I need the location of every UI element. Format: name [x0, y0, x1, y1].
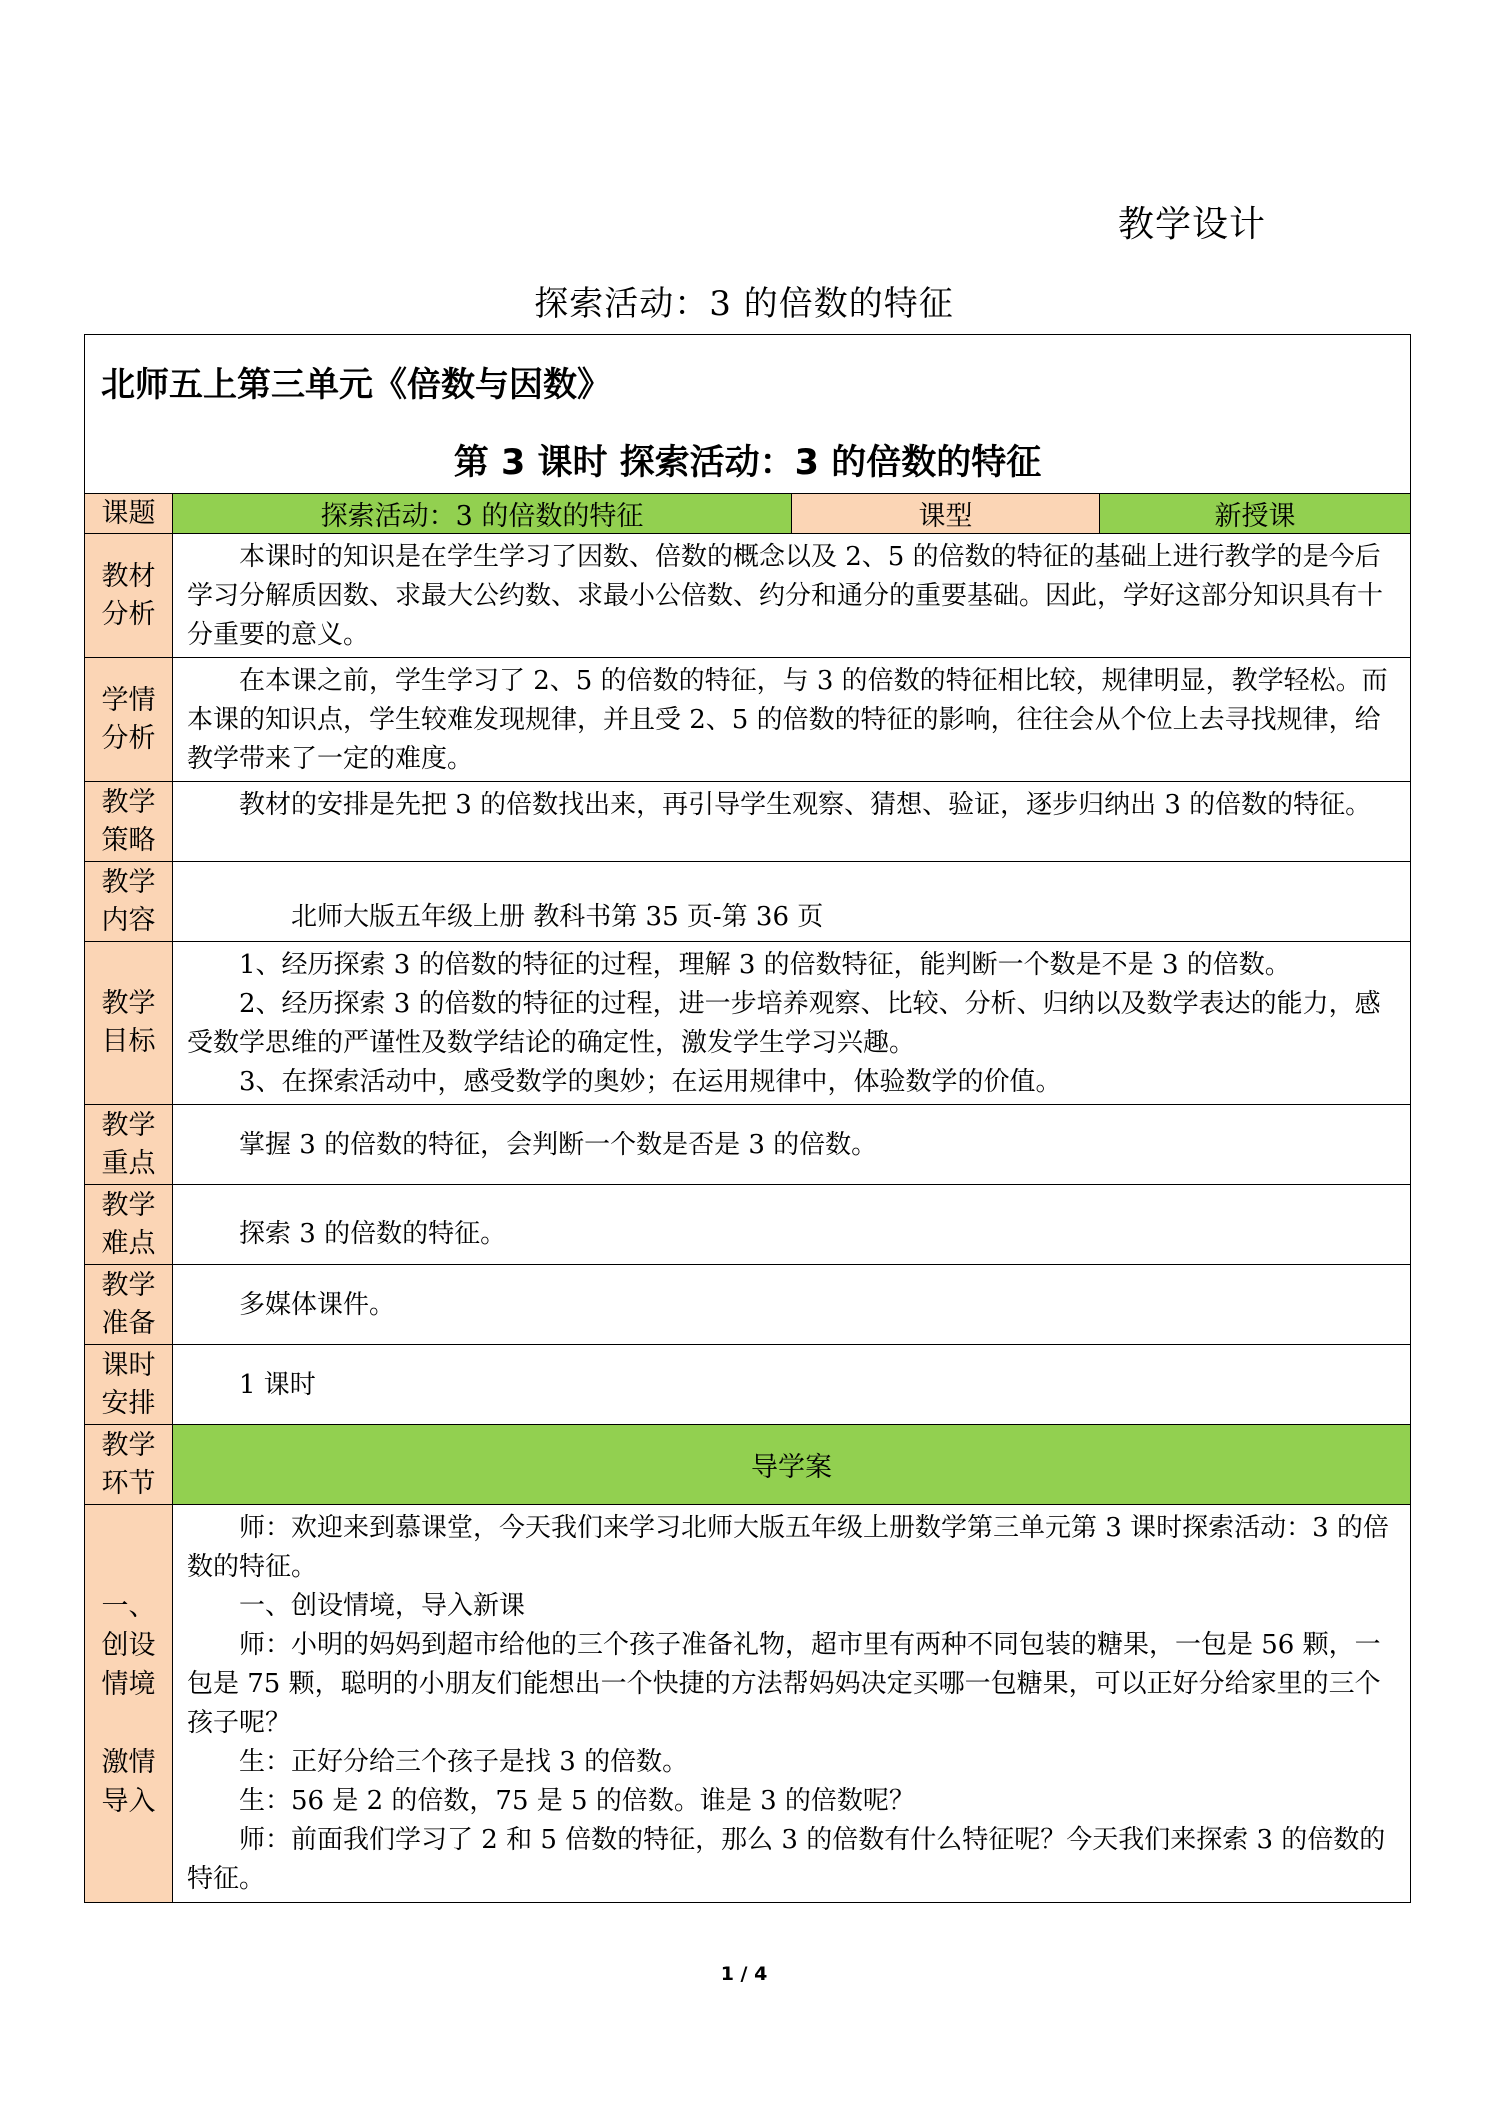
lesson-plan-table: [84, 334, 1411, 1903]
table-header-cell: [85, 335, 1411, 494]
goal-item: 2、经历探索 3 的倍数的特征的过程，进一步培养观察、比较、分析、归纳以及数学表达的能力，感受数学思维的严谨性及数学结论的确定性，激发学生学习兴趣。: [187, 989, 1381, 1058]
row-label: 课时 安排: [85, 1345, 173, 1425]
goals-row: [85, 942, 1411, 1105]
unit-title: 北师五上第三单元《倍数与因数》: [101, 365, 611, 405]
row-label: 教学 目标: [85, 942, 173, 1105]
topic-row: [85, 494, 1411, 534]
lesson-title: 第 3 课时 探索活动：3 的倍数的特征: [453, 443, 1042, 483]
difficulty-row: [85, 1185, 1411, 1265]
goal-item: 1、经历探索 3 的倍数的特征的过程，理解 3 的倍数特征，能判断一个数是不是 3 的倍数。: [239, 950, 1291, 980]
difficulty-text: 探索 3 的倍数的特征。: [173, 1185, 1411, 1265]
strategy-text: 教材的安排是先把 3 的倍数找出来，再引导学生观察、猜想、验证，逐步归纳出 3 的倍数的特征。: [173, 782, 1411, 862]
stage-value: 导学案: [173, 1425, 1411, 1505]
row-label: 教学 策略: [85, 782, 173, 862]
document-title: 探索活动：3 的倍数的特征: [534, 284, 954, 324]
dialogue-line: 生：56 是 2 的倍数，75 是 5 的倍数。谁是 3 的倍数呢？: [239, 1786, 915, 1816]
keypoint-text: 掌握 3 的倍数的特征，会判断一个数是否是 3 的倍数。: [173, 1105, 1411, 1185]
section1-label: 一、 创设 情境 激情 导入: [85, 1505, 173, 1903]
goal-item: 3、在探索活动中，感受数学的奥妙；在运用规律中，体验数学的价值。: [239, 1067, 1062, 1097]
dialogue-line: 师：小明的妈妈到超市给他的三个孩子准备礼物，超市里有两种不同包装的糖果，一包是 56 颗，一包是 75 颗，聪明的小朋友们能想出一个快捷的方法帮妈妈决定买哪一包糖果，可以正好分给家里的三个孩子呢？: [187, 1630, 1381, 1738]
prep-text: 多媒体课件。: [173, 1265, 1411, 1345]
students-row: [85, 658, 1411, 782]
row-label: 教学 重点: [85, 1105, 173, 1185]
row-label: 教学 环节: [85, 1425, 173, 1505]
strategy-row: [85, 782, 1411, 862]
row-label: 学情 分析: [85, 658, 173, 782]
stage-row: [85, 1425, 1411, 1505]
schedule-row: [85, 1345, 1411, 1425]
dialogue-line: 师：欢迎来到慕课堂，今天我们来学习北师大版五年级上册数学第三单元第 3 课时探索活动：3 的倍数的特征。: [187, 1513, 1389, 1582]
topic-label: 课题: [85, 494, 173, 534]
topic-value: 探索活动：3 的倍数的特征: [173, 494, 792, 534]
section1-row: [85, 1505, 1411, 1903]
dialogue-line: 一、创设情境，导入新课: [239, 1591, 526, 1621]
schedule-text: 1 课时: [173, 1345, 1411, 1425]
students-text: 在本课之前，学生学习了 2、5 的倍数的特征，与 3 的倍数的特征相比较，规律明显，教学轻松。而本课的知识点，学生较难发现规律，并且受 2、5 的倍数的特征的影响，往往会从个位上去寻找规律，给教学带来了一定的难度。: [173, 658, 1411, 782]
row-label: 教学 准备: [85, 1265, 173, 1345]
goals-text: [173, 942, 1411, 1105]
page-label: 教学设计: [1118, 204, 1267, 245]
lesson-type-label: 课型: [792, 494, 1100, 534]
row-label: 教学 内容: [85, 862, 173, 942]
prep-row: [85, 1265, 1411, 1345]
content-text: 北师大版五年级上册 教科书第 35 页-第 36 页: [173, 862, 1411, 942]
material-text: 本课时的知识是在学生学习了因数、倍数的概念以及 2、5 的倍数的特征的基础上进行教学的是今后学习分解质因数、求最大公约数、求最小公倍数、约分和通分的重要基础。因此，学好这部分知识具有十分重要的意义。: [173, 534, 1411, 658]
page-number: 1 / 4: [720, 1963, 768, 1985]
row-label: 教学 难点: [85, 1185, 173, 1265]
dialogue-line: 生：正好分给三个孩子是找 3 的倍数。: [239, 1747, 689, 1777]
material-row: [85, 534, 1411, 658]
row-label: 教材 分析: [85, 534, 173, 658]
dialogue-line: 师：前面我们学习了 2 和 5 倍数的特征，那么 3 的倍数有什么特征呢？今天我们来探索 3 的倍数的特征。: [187, 1825, 1386, 1894]
content-row: [85, 862, 1411, 942]
lesson-type-value: 新授课: [1100, 494, 1411, 534]
section1-text: [173, 1505, 1411, 1903]
keypoint-row: [85, 1105, 1411, 1185]
